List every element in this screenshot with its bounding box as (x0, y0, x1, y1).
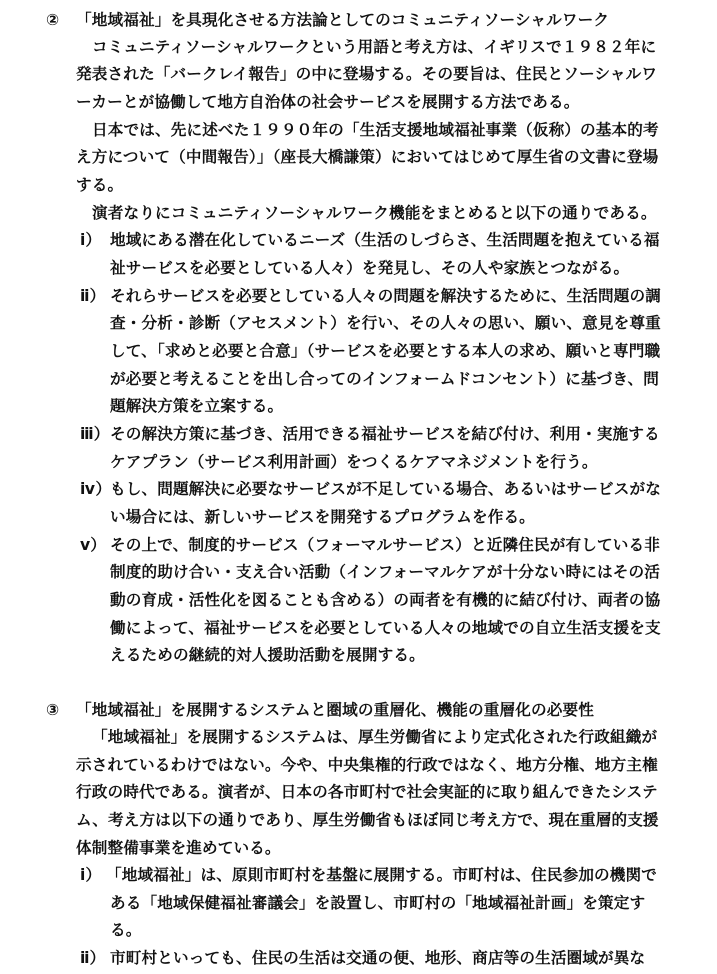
paragraph-line: 日本では、先に述べた１９９０年の「生活支援地域福祉事業（仮称）の基本的考 (92, 121, 659, 139)
list-item-marker: ⅰ） (80, 231, 102, 249)
list-item-line: ある「地域保健福祉審議会」を設置し、市町村の「地域福祉計画」を策定す (110, 894, 646, 912)
list-item-line: 「地域福祉」は、原則市町村を基盤に展開する。市町村は、住民参加の機関で (106, 866, 658, 884)
paragraph-line: ーカーとが協働して地方自治体の社会サービスを展開する方法である。 (76, 93, 580, 111)
list-item-line: 制度的助け合い・支え合い活動（インフォーマルケアが十分ない時にはその活 (110, 563, 660, 581)
list-item-line: る。 (110, 921, 142, 939)
section-2-heading: 「地域福祉」を具現化させる方法論としてのコミュニティソーシャルワーク (76, 11, 610, 29)
section-3-number: ③ (46, 701, 60, 719)
list-item-line: 祉サービスを必要としている人々）を発見し、その人や家族とつながる。 (110, 259, 630, 277)
paragraph-line: 演者なりにコミュニティソーシャルワーク機能をまとめると以下の通りである。 (92, 204, 657, 222)
list-item-marker: ⅳ） (80, 480, 112, 498)
section-2-number: ② (46, 11, 60, 29)
list-item-marker: ⅱ） (80, 949, 106, 967)
list-item-line: それらサービスを必要としている人々の問題を解決するために、生活問題の調 (110, 287, 662, 305)
list-item-line: 市町村といっても、住民の生活は交通の便、地形、商店等の生活圏域が異な (110, 949, 646, 967)
list-item-line: 題解決方策を立案する。 (110, 397, 284, 415)
paragraph-line: え方について（中間報告）」（座長大橋謙策）においてはじめて厚生省の文書に登場 (76, 148, 659, 166)
list-item-line: その解決方策に基づき、活用できる福祉サービスを結び付け、利用・実施する (110, 425, 660, 443)
paragraph-line: 体制整備事業を進めている。 (76, 839, 281, 857)
list-item-line: もし、問題解決に必要なサービスが不足している場合、あるいはサービスがな (110, 480, 662, 498)
list-item-line: 動の育成・活性化を図ることも含める）の両者を有機的に結び付け、両者の協 (110, 591, 661, 609)
paragraph-line: ム、考え方は以下の通りであり、厚生労働省もほぼ同じ考え方で、現在重層的支援 (76, 811, 659, 829)
list-item-marker: ⅴ） (80, 536, 107, 554)
paragraph-line: 行政の時代である。演者が、日本の各市町村で社会実証的に取り組んできたシステ (76, 783, 658, 801)
list-item-line: 地域にある潜在化しているニーズ（生活のしづらさ、生活問題を抱えている福 (110, 231, 660, 249)
list-item-line: 働によって、福祉サービスを必要としている人々の地域での自立生活支援を支 (110, 619, 661, 637)
paragraph-line: する。 (76, 176, 124, 194)
list-item-line: が必要と考えることを出し合ってのインフォームドコンセント）に基づき、問 (110, 370, 660, 388)
list-item-line: ケアプラン（サービス利用計画）をつくるケアマネジメントを行う。 (110, 453, 598, 471)
list-item-line: い場合には、新しいサービスを開発するプログラムを作る。 (110, 508, 535, 526)
list-item-marker: ⅱ） (80, 287, 106, 305)
list-item-line: その上で、制度的サービス（フォーマルサービス）と近隣住民が有している非 (110, 536, 660, 554)
paragraph-line: 発表された「バークレイ報告」の中に登場する。その要旨は、住民とソーシャルワ (76, 65, 658, 83)
list-item-line: して、「求めと必要と合意」（サービスを必要とする本人の求め、願いと専門職 (110, 342, 661, 360)
list-item-line: えるための継続的対人援助活動を展開する。 (110, 646, 425, 664)
paragraph-line: コミュニティソーシャルワークという用語と考え方は、イギリスで１９８２年に (92, 38, 657, 56)
paragraph-line: 示されているわけではない。今や、中央集権的行政ではなく、地方分権、地方主権 (76, 756, 658, 774)
paragraph-line: 「地域福祉」を展開するシステムは、厚生労働省により定式化された行政組織が (92, 728, 658, 746)
list-item-marker: ⅲ） (80, 425, 110, 443)
section-3-heading: 「地域福祉」を展開するシステムと圏域の重層化、機能の重層化の必要性 (76, 701, 594, 719)
list-item-line: 査・分析・診断（アセスメント）を行い、その人々の思い、願い、意見を尊重 (110, 314, 661, 332)
list-item-marker: ⅰ） (80, 866, 102, 884)
